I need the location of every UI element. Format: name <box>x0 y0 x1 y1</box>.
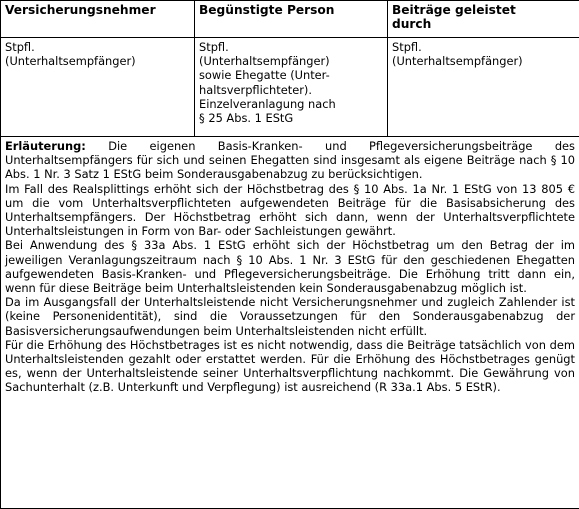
cell-col2-line3: sowie Ehegatte (Unter- <box>199 68 330 83</box>
cell-versicherungsnehmer <box>1 38 195 137</box>
cell-col2-line1: Stpfl. <box>199 40 229 54</box>
cell-col1-line1: Stpfl. <box>5 40 35 54</box>
explanation-cell <box>1 137 579 509</box>
explanation-paragraph-1-text: Die eigenen Basis-Kranken- und Pflegeversicherungsbeiträge des Unterhaltsempfängers für sich und seinen Ehegatten sind insgesamt als eigene Beiträge nach § 10 Abs. 1 Nr. 3 Satz 1 EStG beim Sonderausgabenabzug zu berücksichtigen. <box>5 139 575 182</box>
explanation-label: Erläuterung: <box>5 139 86 153</box>
cell-beitraege-geleistet-durch <box>388 38 579 137</box>
explanation-paragraph-3: Bei Anwendung des § 33a Abs. 1 EStG erhöht sich der Höchstbetrag um den Betrag der im jeweiligen Veranlagungszeitraum nach § 10 Abs. 1 Nr. 3 EStG für den geschiedenen Ehegatten aufgewendeten Basis-Kranken- und Pflegeversicherungsbeiträge. Die Erhöhung tritt dann ein, wenn für diese Beiträge beim Unterhaltsleistenden kein Sonderausgabenabzug möglich ist. <box>5 238 575 296</box>
cell-col1-line2: (Unterhaltsempfänger) <box>5 54 136 69</box>
table-header-row <box>1 1 579 38</box>
cell-col2-line4: haltsverpflichteter). <box>199 82 312 97</box>
cell-beguenstigte-person <box>195 38 388 137</box>
cell-col2-line6: § 25 Abs. 1 EStG <box>199 111 294 126</box>
cell-col2-line2: (Unterhaltsempfänger) <box>199 54 330 69</box>
cell-col3-line2: (Unterhaltsempfänger) <box>392 54 523 69</box>
header-col3-line1: Beiträge geleistet <box>392 3 516 17</box>
header-versicherungsnehmer: Versicherungsnehmer <box>1 1 195 38</box>
explanation-paragraph-2: Im Fall des Realsplittings erhöht sich der Höchstbetrag des § 10 Abs. 1a Nr. 1 EStG von 13 805 € um die vom Unterhaltsverpflichteten aufgewendeten Beiträge für die Basisabsicherung des Unterhaltsempfängers. Der Höchstbetrag erhöht sich dann, wenn der Unterhaltsverpflichtete Unterhaltsleistungen in Form von Bar- oder Sachleistungen gewährt. <box>5 181 575 239</box>
table-row <box>1 38 579 137</box>
header-beguenstigte-person: Begünstigte Person <box>195 1 388 38</box>
explanation-paragraph-5: Für die Erhöhung des Höchstbetrages ist es nicht notwendig, dass die Beiträge tatsächlich von dem Unterhaltsleistenden gezahlt oder erstattet werden. Für die Erhöhung des Höchstbetrages genügt es, wenn der Unterhaltsleistende seiner Unterhaltsverpflichtung nachkommt. Die Gewährung von Sachunterhalt (z.B. Unterkunft und Verpflegung) ist ausreichend (R 33a.1 Abs. 5 EStR). <box>5 337 575 395</box>
explanation-row <box>1 137 579 509</box>
cell-col2-line5: Einzelveranlagung nach <box>199 96 336 111</box>
explanation-paragraph-4: Da im Ausgangsfall der Unterhaltsleistende nicht Versicherungsnehmer und zugleich Zahlender ist (keine Personenidentität), sind die Voraussetzungen für den Sonderausgabenabzug der Basisversicherungsaufwendungen beim Unterhaltsleistenden nicht erfüllt. <box>5 295 575 338</box>
cell-col3-line1: Stpfl. <box>392 40 422 54</box>
header-col3-line2: durch <box>392 17 432 31</box>
header-beitraege-geleistet-durch <box>388 1 579 38</box>
explanation-paragraph-1 <box>5 139 575 182</box>
